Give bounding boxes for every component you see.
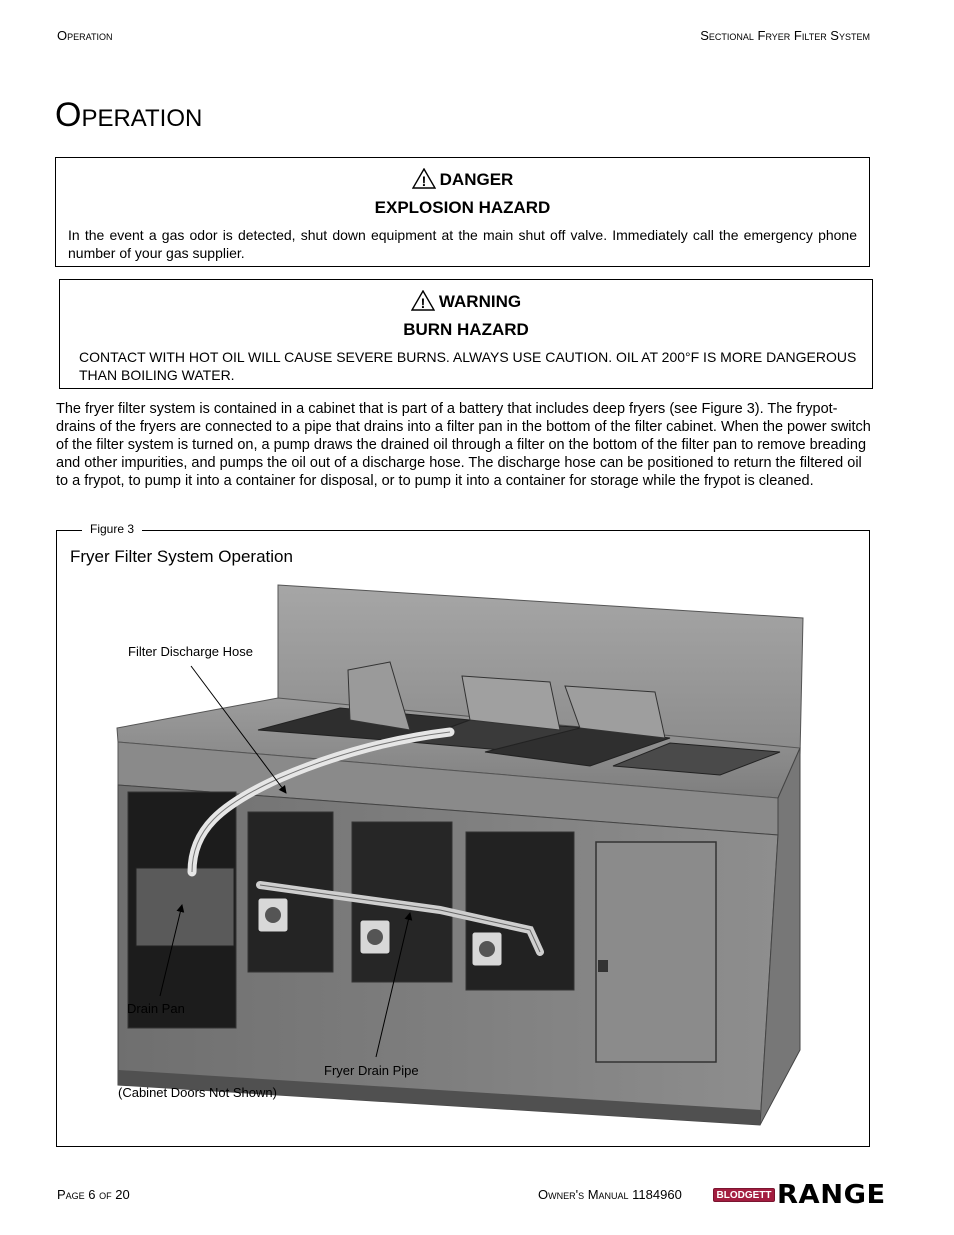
blodgett-logo: BLODGETT	[713, 1188, 775, 1202]
svg-text:!: !	[421, 173, 426, 189]
danger-notice	[55, 157, 870, 267]
header-document-title: Sectional Fryer Filter System	[700, 28, 870, 43]
danger-level: DANGER	[439, 170, 514, 189]
header-section-title: Operation	[57, 28, 113, 43]
range-logo: RANGE	[777, 1180, 886, 1210]
warning-notice	[59, 279, 873, 389]
fryer-battery-photo	[110, 580, 810, 1130]
warning-triangle-icon	[411, 290, 435, 318]
figure-label: Figure 3	[82, 522, 142, 536]
callout-drain-pipe: Fryer Drain Pipe	[324, 1063, 419, 1078]
footer-manual-number: Owner's Manual 1184960	[538, 1187, 682, 1202]
danger-hazard: EXPLOSION HAZARD	[374, 198, 551, 217]
warning-hazard: BURN HAZARD	[403, 320, 529, 339]
danger-heading	[56, 168, 869, 220]
warning-level: WARNING	[438, 292, 522, 311]
svg-text:!: !	[420, 295, 426, 311]
footer-page-number: Page 6 of 20	[57, 1187, 130, 1202]
warning-heading	[60, 290, 872, 342]
warning-triangle-icon	[412, 168, 436, 196]
page-title: Operation	[55, 96, 203, 134]
intro-paragraph: The fryer filter system is contained in a cabinet that is part of a battery that includes deep fryers (see Figure 3). The frypot-drains of the fryers are connected to a pipe that drains into a filter pan in the bottom of the filter cabinet. When the power switch of the filter system is turned on, a pump draws the drained oil through a filter on the bottom of the filter pan to remove breading and other impurities, and pumps the oil out of a discharge hose. The discharge hose can be positioned to return the filtered oil to a frypot, to pump it into a container for disposal, or to pump it into a container for storage while the frypot is cleaned.	[56, 401, 871, 489]
callout-note: (Cabinet Doors Not Shown)	[118, 1085, 277, 1100]
callout-drain-pan: Drain Pan	[127, 1001, 185, 1016]
warning-text: CONTACT WITH HOT OIL WILL CAUSE SEVERE BURNS. ALWAYS USE CAUTION. OIL AT 200°F IS MORE DANGEROUS THAN BOILING WATER.	[79, 349, 857, 383]
figure-title: Fryer Filter System Operation	[70, 547, 293, 566]
danger-text: In the event a gas odor is detected, shut down equipment at the main shut off valve. Immediately call the emergency phone number of your gas supplier.	[68, 227, 857, 261]
callout-discharge-hose: Filter Discharge Hose	[128, 644, 253, 659]
